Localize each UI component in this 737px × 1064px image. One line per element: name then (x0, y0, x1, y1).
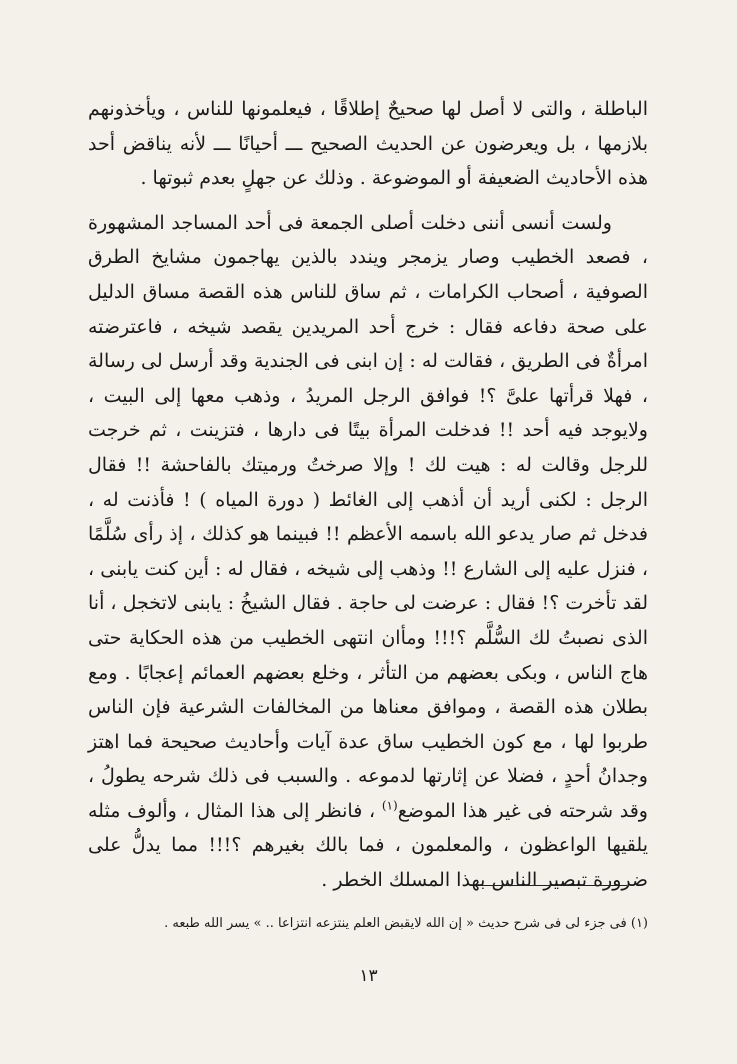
main-text (88, 92, 648, 898)
paragraph-2 (88, 206, 648, 898)
footnote-reference: (١) (381, 798, 398, 813)
paragraph-1: الباطلة ، والتى لا أصل لها صحيحٌ إطلاقًا ، فيعلمونها للناس ، ويأخذونهم بلازمها ، بل ويعرضون عن الحديث الصحيح ـــ أحيانًا ـــ لأنه يناقض أحد هذه الأحاديث الضعيفة أو الموضوعة . وذلك عن جهلٍ بعدم ثبوتها . (88, 98, 648, 190)
footnote-divider (481, 885, 627, 886)
page-number: ١٣ (359, 966, 378, 986)
paragraph-2-text-b: ، فانظر إلى هذا المثال ، وألوف مثله يلقيها الواعظون ، والمعلمون ، فما بالك بغيرهم ؟!!! مما يدلُّ على ضرورة تبصير الناس بهذا المسلك الخطر . (88, 799, 648, 892)
footnote: (١) فى جزء لى فى شرح حديث « إن الله لايقبض العلم ينتزعه انتزاعا .. » يسر الله طبعه . (164, 916, 648, 931)
paragraph-2-text-a: ولست أنسى أننى دخلت أصلى الجمعة فى أحد المساجد المشهورة ، فصعد الخطيب وصار يزمجر ويندد بالذين يهاجمون مشايخ الطرق الصوفية ، أصحاب الكرامات ، ثم ساق للناس هذه القصة مساق الدليل على صحة دفاعه فقال : خرج أحد المريدين يقصد شيخه ، فاعترضته امرأةٌ فى الطريق ، فقالت له : إن ابنى فى الجندية وقد أرسل لى رسالة ، فهلا قرأتها علىَّ ؟! فوافق الرجل المريدُ ، وذهب معها إلى البيت ، ولايوجد فيه أحد !! فدخلت المرأة بيتًا فى دارها ، فتزينت ، ثم خرجت للرجل وقالت له : هيت لك ! وإلا صرختُ ورميتك بالفاحشة !! فقال الرجل : لكنى أريد أن أذهب إلى الغائط ( دورة المياه ) ! فأذنت له ، فدخل ثم صار يدعو الله باسمه الأعظم !! فبينما هو كذلك ، إذ رأى سُلَّمًا ، فنزل عليه إلى الشارع !! وذهب إلى شيخه ، فقال له : أين كنت يابنى ، لقد تأخرت ؟! فقال : عرضت لى حاجة . فقال الشيخُ : يابنى لاتخجل ، أنا الذى نصبتُ لك السُّلَّم ؟!!! ومأان انتهى الخطيب من هذه الحكاية حتى هاج الناس ، وبكى بعضهم من التأثر ، وخلع بعضهم العمائم إعجابًا . ومع بطلان هذه القصة ، وموافق معناها من المخالفات الشرعية فإن الناس طربوا لها ، مع كون الخطيب ساق عدة آيات وأحاديث صحيحة فما اهتز وجدانُ أحدٍ ، فضلا عن إثارتها لدموعه . والسبب فى ذلك شرحه يطولُ ، وقد شرحته فى غير هذا الموضع (88, 211, 648, 822)
